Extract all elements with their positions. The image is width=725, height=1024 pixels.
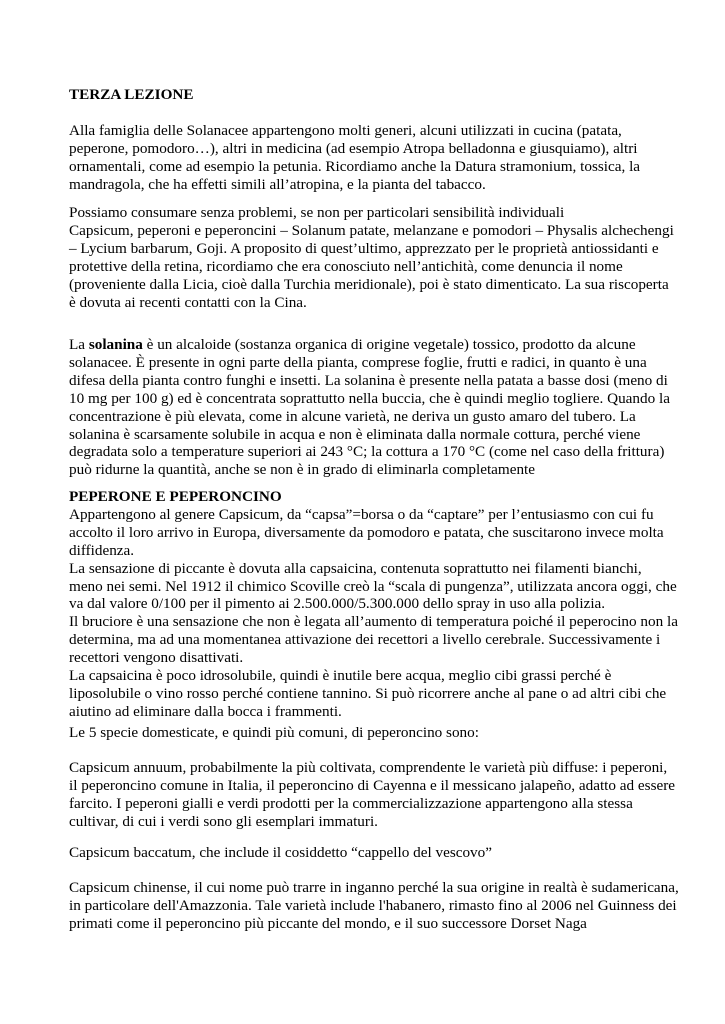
text-line: degradata solo a temperature superiori ai 243 °C; la cottura a 170 °C (come nel caso della frittura) — [69, 443, 665, 461]
text-line: in particolare dell'Amazzonia. Tale varietà include l'habanero, rimasto fino al 2006 nel Guinness dei — [69, 896, 677, 914]
paragraph-consumo — [69, 204, 674, 311]
text-line: è dovuta ai recenti contatti con la Cina. — [69, 293, 307, 311]
paragraph-solanina — [69, 336, 669, 479]
text-line: diffidenza. — [69, 541, 135, 559]
text-line: può ridurne la quantità, anche se non è in grado di eliminarla completamente — [69, 461, 536, 479]
paragraph-chinense — [69, 879, 679, 933]
text-line: ornamentali, come ad esempio la petunia. Ricordiamo anche la Datura stramonium, tossica, la — [69, 157, 641, 175]
text-line: Capsicum, peperoni e peperoncini – Solanum patate, melanzane e pomodori – Physalis alchechengi — [69, 221, 674, 239]
text-line: meno nei semi. Nel 1912 il chimico Scoville creò la “scala di pungenza”, utilizzata ancora oggi, che — [69, 577, 677, 595]
text-line: Capsicum chinense, il cui nome può trarre in inganno perché la sua origine in realtà è sudamericana, — [69, 879, 679, 896]
text-line: La capsaicina è poco idrosolubile, quindi è inutile bere acqua, meglio cibi grassi perché è — [69, 667, 612, 685]
text-line: Il bruciore è una sensazione che non è legata all’aumento di temperatura poiché il peperocino non la — [69, 613, 678, 631]
text-line: liposolubile o vino rosso perché contiene tannino. Si può ricorrere anche al pane o ad altri cibi che — [69, 684, 667, 702]
solanina-term: solanina — [88, 336, 143, 353]
text-run: La — [69, 336, 89, 353]
text-line: determina, ma ad una momentanea attivazione dei recettori a livello cerebrale. Successivamente i — [69, 631, 661, 649]
paragraph-solanacee — [69, 122, 669, 194]
text-line: accolto il loro arrivo in Europa, diversamente da pomodoro e patata, che suscitarono invece molta — [69, 523, 664, 541]
text-line: 10 mg per 100 g) ed è concentrata soprattutto nella buccia, che è quindi meglio togliere. Quando la — [69, 389, 670, 407]
text-line: peperone, pomodoro…), altri in medicina (ad esempio Atropa belladonna e giusquiamo), altri — [69, 139, 638, 157]
text-line: concentrazione è più elevata, come in alcune varietà, ne deriva un gusto amaro del tubero. La — [69, 407, 636, 425]
section-heading: PEPERONE E PEPERONCINO — [69, 488, 282, 505]
text-line: solanina è scarsamente solubile in acqua e non è eliminata dalla normale cottura, perché viene — [69, 425, 641, 443]
text-line: Alla famiglia delle Solanacee appartengono molti generi, alcuni utilizzati in cucina (patata, — [69, 122, 622, 139]
text-line: primati come il peperoncino più piccante del mondo, e il suo successore Dorset Naga — [69, 914, 587, 932]
text-line: (proveniente dalla Licia, cioè dalla Turchia meridionale), poi è stato dimenticato. La sua riscoperta — [69, 275, 669, 293]
text-line: – Lycium barbarum, Goji. A proposito di quest’ultimo, apprezzato per le proprietà antiossidanti e — [69, 239, 659, 257]
text-line: solanacee. È presente in ogni parte della pianta, comprese foglie, frutti e radici, in quanto è una — [69, 353, 647, 371]
paragraph-annuum — [69, 759, 676, 831]
text-line: difesa della pianta contro funghi e insetti. La solanina è presente nella patata a basse dosi (meno di — [69, 371, 668, 389]
section-peperone — [69, 488, 678, 721]
text-line — [69, 336, 669, 354]
text-line: Appartengono al genere Capsicum, da “capsa”=borsa o da “captare” per l’entusiasmo con cui fu — [69, 505, 654, 523]
text-line: Capsicum annuum, probabilmente la più coltivata, comprendente le varietà più diffuse: i peperoni, — [69, 759, 668, 776]
text-line: farcito. I peperoni gialli e verdi prodotti per la commercializzazione appartengono alla stessa — [69, 794, 633, 812]
text-line: recettori vengono disattivati. — [69, 649, 244, 667]
page-title: TERZA LEZIONE — [69, 86, 194, 103]
paragraph-baccatum: Capsicum baccatum, che include il cosiddetto “cappello del vescovo” — [69, 844, 492, 861]
text-line: mandragola, che ha effetti simili all’atropina, e la pianta del tabacco. — [69, 175, 486, 193]
text-run: è un alcaloide (sostanza organica di origine vegetale) tossico, prodotto da alcune — [142, 336, 636, 353]
text-line: cultivar, di cui i verdi sono gli esemplari immaturi. — [69, 812, 378, 830]
text-line: La sensazione di piccante è dovuta alla capsaicina, contenuta soprattutto nei filamenti bianchi, — [69, 559, 642, 577]
text-line: va dal valore 0/100 per il pimento ai 2.500.000/5.300.000 dello spray in uso alla polizia. — [69, 595, 606, 613]
text-line: aiutino ad eliminare dalla bocca i frammenti. — [69, 702, 342, 720]
text-line: il peperoncino comune in Italia, il peperoncino di Cayenna e il messicano jalapeño, adatto ad essere — [69, 776, 676, 794]
text-line: Possiamo consumare senza problemi, se non per particolari sensibilità individuali — [69, 204, 565, 221]
text-line: protettive della retina, ricordiamo che era conosciuto nell’antichità, come denuncia il nome — [69, 257, 623, 275]
paragraph-specie: Le 5 specie domesticate, e quindi più comuni, di peperoncino sono: — [69, 724, 479, 741]
